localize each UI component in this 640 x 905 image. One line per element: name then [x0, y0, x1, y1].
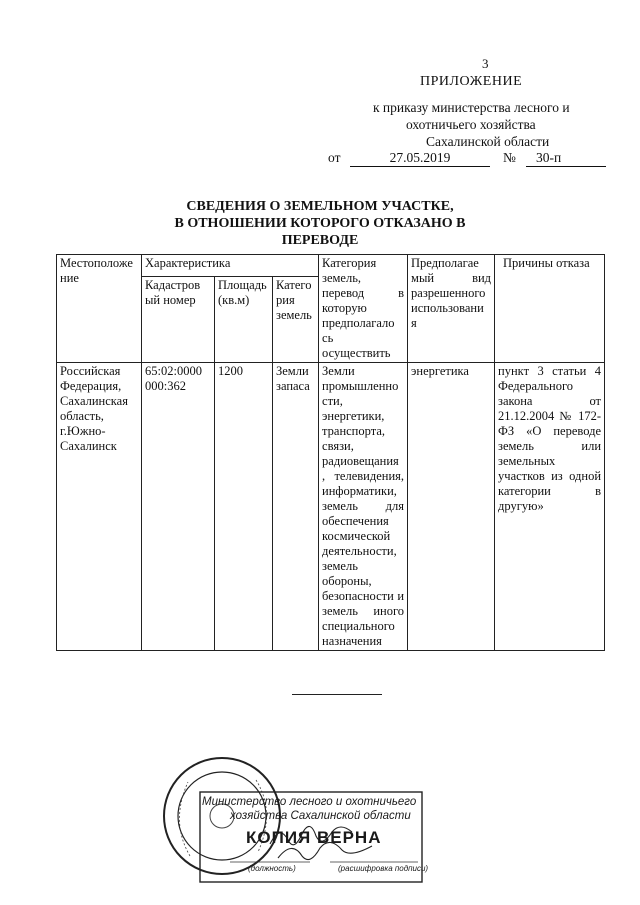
appendix-line-3: Сахалинской области [426, 134, 550, 149]
stamp-copy-verified: КОПИЯ ВЕРНА [246, 828, 382, 847]
stamp-caption-signature: (расшифровка подписи) [338, 864, 429, 873]
cell-transfer-category: Земли промышленно сти, энергетики, транспорта, связи, радиовещания , телевидения, информатики, земель для обеспечения космической деятельности, земель обороны, безопасности и земель иного специального назначения [319, 363, 408, 651]
page-number: 3 [482, 56, 489, 71]
table-header-row-1 [57, 255, 605, 277]
cell-permitted-use: энергетика [408, 363, 495, 651]
stamp-ministry-line-1: Министерство лесного и охотничьего [202, 796, 417, 808]
header-category: Катего рия земель [273, 277, 319, 363]
stamp-ministry-line-2: хозяйства Сахалинской области [230, 810, 411, 822]
appendix-line-1: к приказу министерства лесного и [373, 100, 570, 115]
cell-refusal-reasons: пункт 3 статьи 4 Федерального закона от 21.12.2004 № 172-ФЗ «О переводе земель или земельных участков из одной категории в другую» [495, 363, 605, 651]
header-cadastral: Кадастров ый номер [142, 277, 215, 363]
cell-location: Российская Федерация, Сахалинская область, г.Южно-Сахалинск [57, 363, 142, 651]
header-refusal-reasons: Причины отказа [495, 255, 605, 363]
heading-line-2: В ОТНОШЕНИИ КОТОРОГО ОТКАЗАНО В [174, 216, 466, 231]
header-permitted-use: Предполагае мый вид разрешенного использовани я [408, 255, 495, 363]
appendix-line-2: охотничьего хозяйства [406, 117, 536, 132]
stamp-caption-position: (должность) [248, 864, 296, 873]
cell-area: 1200 [215, 363, 273, 651]
header-area: Площадь (кв.м) [215, 277, 273, 363]
order-number-sign: № [503, 150, 516, 165]
appendix-title: ПРИЛОЖЕНИЕ [420, 74, 523, 89]
certification-stamp [160, 752, 430, 884]
heading-line-3: ПЕРЕВОДЕ [281, 233, 359, 248]
header-characteristics: Характеристика [142, 255, 319, 277]
header-transfer-category: Категория земель, перевод в которую предполагало сь осуществить [319, 255, 408, 363]
order-date: 27.05.2019 [350, 150, 490, 167]
land-plot-table [56, 254, 605, 651]
table-row [57, 363, 605, 651]
header-location: Местоположе ние [57, 255, 142, 363]
order-row [328, 150, 618, 168]
order-number: 30-п [526, 150, 606, 167]
signature-divider-line [292, 694, 382, 695]
heading-line-1: СВЕДЕНИЯ О ЗЕМЕЛЬНОМ УЧАСТКЕ, [186, 199, 454, 214]
order-ot-label: от [328, 150, 341, 165]
cell-category: Земли запаса [273, 363, 319, 651]
document-heading [150, 198, 490, 249]
cell-cadastral: 65:02:0000 000:362 [142, 363, 215, 651]
